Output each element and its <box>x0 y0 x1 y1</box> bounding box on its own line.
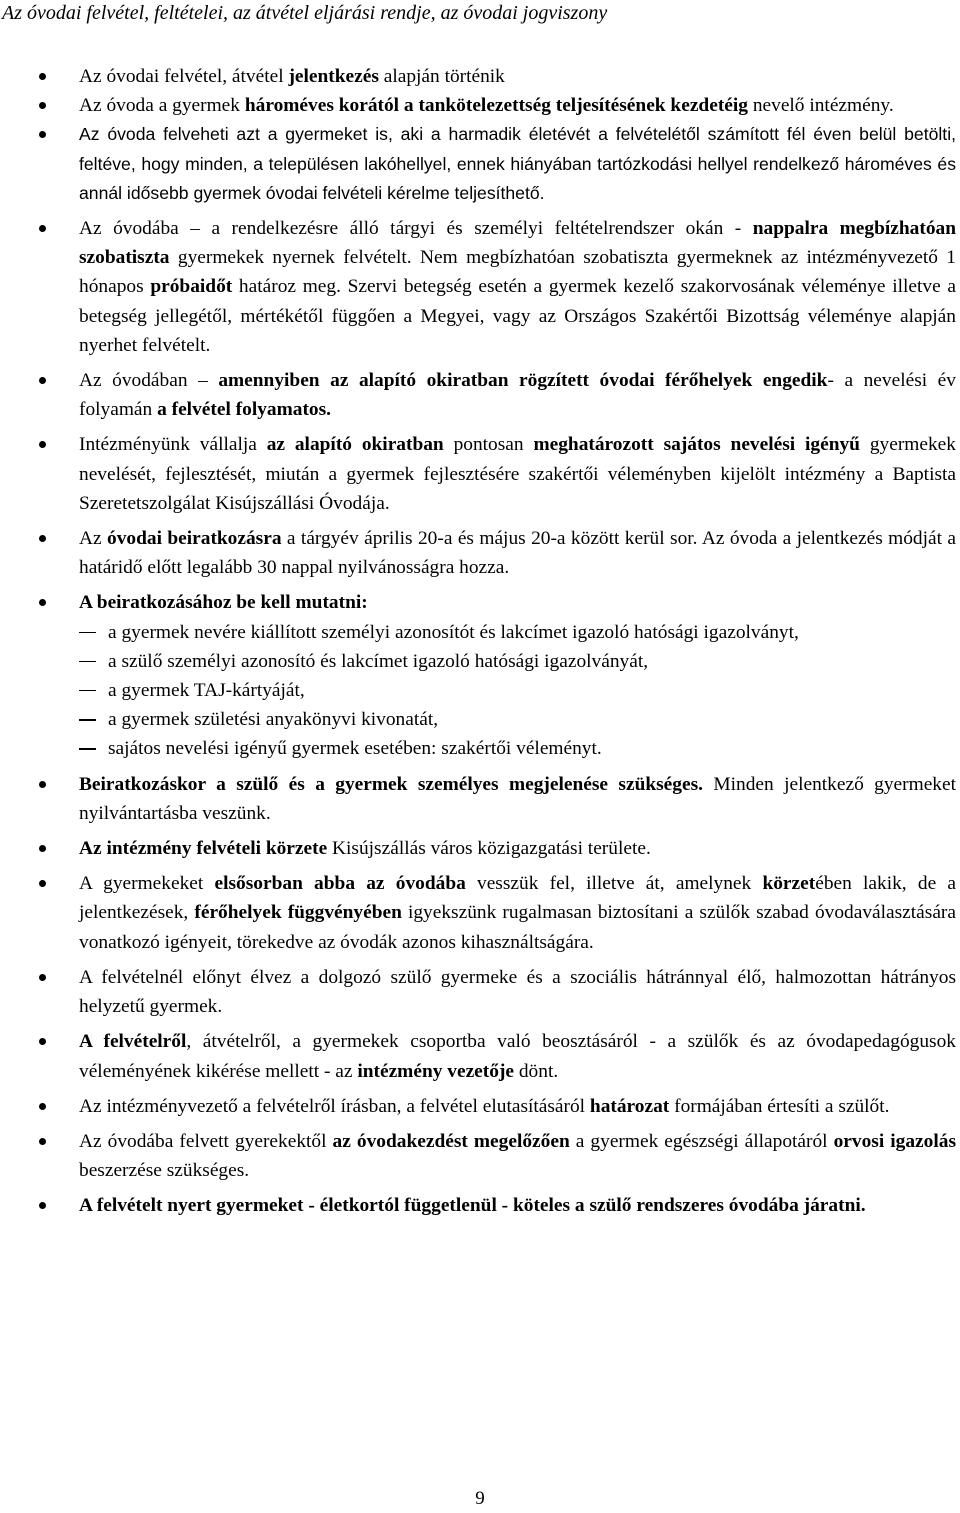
bold-text: elsősorban abba az óvodába <box>214 873 466 895</box>
bullet-icon <box>39 845 46 852</box>
bullet-icon <box>39 880 46 887</box>
text-run: igyekszünk rugalmasan biztosítani a szülők szabad óvodaválasztására vonatkozó igényeit, törekedve az óvodák azonos kihasználtságára. <box>79 902 956 953</box>
bold-text: amennyiben az alapító okiratban rögzített óvodai férőhelyek engedik <box>218 370 828 392</box>
list-item <box>0 430 960 518</box>
bullet-icon <box>39 225 46 232</box>
text-run: Az óvodában – <box>79 370 219 392</box>
list-item <box>0 869 960 957</box>
text-run: gyermekek nyernek felvételt. Nem megbízhatóan szobatiszta gyermeknek az intézményvezető 1 hónapos <box>79 247 956 298</box>
bullet-icon <box>39 441 46 448</box>
bold-text: A felvételt nyert gyermeket - életkortól függetlenül - köteles a szülő rendszeres óvodába járatni. <box>79 1195 866 1217</box>
text-run: határoz meg. Szervi betegség esetén a gyermek kezelő szakorvosának véleménye illetve a betegség jellegétől, mértékétől függően a Megyei, vagy az Országos Szakértői Bizottság véleménye alapján nyerhet felvételt. <box>79 276 956 356</box>
bold-text: az alapító okiratban <box>266 434 444 456</box>
text-run: A felvételnél előnyt élvez a dolgozó szülő gyermeke és a szociális hátránnyal élő, halmozottan hátrányos helyzetű gyermek. <box>79 966 956 1018</box>
bullet-icon <box>39 1202 46 1209</box>
text-run: a tárgyév április 20-a és május 20-a között kerül sor. Az óvoda a jelentkezés módját a határidő előtt legalább 30 nappal nyilvánosságra hozza. <box>79 528 956 579</box>
text-run: nevelő intézmény. <box>747 95 894 117</box>
text-run: gyermekek nevelését, fejlesztését, miután a gyermek fejlesztésére szakértői véleményben kijelölt intézmény a Baptista Szeretetszolgálat Kisújszállási Óvodája. <box>79 434 956 514</box>
dash-icon <box>79 661 96 662</box>
bold-text: A beiratkozásához be kell mutatni: <box>79 592 368 614</box>
sublist-text: sajátos nevelési igényű gyermek esetében: szakértői véleményt. <box>108 738 602 760</box>
bold-text: próbaidőt <box>150 276 233 298</box>
bold-text: Beiratkozáskor a szülő és a gyermek személyes megjelenése szükséges. <box>79 773 703 795</box>
bullet-icon <box>39 1138 46 1145</box>
bullet-icon <box>39 535 46 542</box>
list-item <box>0 834 960 863</box>
sublist-text: a gyermek születési anyakönyvi kivonatát, <box>108 709 439 731</box>
text-run: alapján történik <box>378 66 505 87</box>
bullet-icon <box>39 781 46 788</box>
bold-text: korától a tankötelezettség teljesítésének kezdetéig <box>333 95 748 117</box>
text-run: Az óvoda felveheti azt a gyermeket is, aki a harmadik életévét a felvételétől számított fél éven belül betölti, feltéve, hogy minden, a településen lakóhellyel, ennek hiányában tartózkodási hellyel rendelkező hároméves és annál idősebb gyermek óvodai felvételi kérelme teljesíthető. <box>79 124 956 203</box>
bullet-icon <box>39 1038 46 1045</box>
bullet-list <box>0 62 960 1221</box>
bold-text: hároméves <box>244 95 334 117</box>
sublist-text: a gyermek nevére kiállított személyi azonosítót és lakcímet igazoló hatósági igazolványt, <box>108 621 799 643</box>
sublist-item <box>0 676 960 705</box>
text-run: Az intézményvezető a felvételről írásban, a felvétel elutasításáról <box>79 1095 590 1117</box>
dash-icon <box>79 719 96 720</box>
dash-icon <box>79 690 96 691</box>
list-item <box>0 214 960 360</box>
list-item <box>0 770 960 828</box>
list-item <box>0 1027 960 1085</box>
text-run: Intézményünk vállalja <box>79 434 267 456</box>
text-run: pontosan <box>443 434 534 456</box>
text-run: formájában értesíti a szülőt. <box>669 1095 890 1117</box>
list-item <box>0 120 960 208</box>
bold-text: jelentkezés <box>288 66 379 87</box>
text-run: , átvételről, a gyermekek csoportba való beosztásáról - a szülők és az óvodapedagógusok véleményének kikérése mellett - az <box>79 1031 956 1082</box>
bold-text: óvodai beiratkozásra <box>107 528 282 550</box>
text-run: dönt. <box>514 1060 559 1082</box>
sublist-text: a gyermek TAJ-kártyáját, <box>108 680 305 702</box>
text-run: a gyermek egészségi állapotáról <box>569 1130 834 1152</box>
text-run: beszerzése szükséges. <box>79 1160 250 1182</box>
bold-text: A felvételről <box>79 1031 187 1053</box>
text-run: Az <box>79 528 108 550</box>
list-item <box>0 62 960 91</box>
bold-text: férőhelyek függvényében <box>194 902 402 924</box>
page-title: Az óvodai felvétel, feltételei, az átvétel eljárási rendje, az óvodai jogviszony <box>2 2 608 24</box>
dash-icon <box>79 632 96 633</box>
text-run: A gyermekeket <box>79 873 215 895</box>
list-item <box>0 524 960 582</box>
bold-text: határozat <box>589 1095 670 1117</box>
list-item <box>0 963 960 1021</box>
text-run: vesszük fel, illetve át, amelynek <box>465 873 763 895</box>
bold-text: orvosi igazolás <box>833 1130 956 1152</box>
text-run: Kisújszállás város közigazgatási területe. <box>327 838 651 860</box>
bold-text: meghatározott sajátos nevelési igényű <box>533 434 860 456</box>
bullet-icon <box>39 974 46 981</box>
text-run: Az óvodába felvett gyerekektől <box>79 1130 333 1152</box>
bullet-icon <box>39 131 46 138</box>
bold-text: körzet <box>762 873 816 895</box>
text-run: ében lakik, de a jelentkezések, <box>79 873 956 924</box>
bullet-icon <box>39 599 46 606</box>
bold-text: Az intézmény felvételi körzete <box>79 838 328 860</box>
bullet-icon <box>39 1103 46 1110</box>
text-run: Az óvodába – a rendelkezésre álló tárgyi és személyi feltételrendszer okán - <box>79 218 753 240</box>
text-run: Minden jelentkező gyermeket nyilvántartásba veszünk. <box>79 773 956 824</box>
bold-text: a felvétel folyamatos. <box>157 399 331 421</box>
list-item <box>0 1127 960 1185</box>
dash-icon <box>79 748 96 749</box>
bold-text: nappalra megbízhatóan szobatiszta <box>79 218 957 269</box>
list-item <box>0 366 960 424</box>
sublist-item <box>0 647 960 676</box>
text-run: Az óvoda a gyermek <box>79 95 245 117</box>
bold-text: intézmény vezetője <box>357 1060 515 1082</box>
text-run: Az óvodai felvétel, átvétel <box>79 66 289 87</box>
bullet-icon <box>39 102 46 109</box>
list-item <box>0 1092 960 1121</box>
sublist-item <box>0 705 960 734</box>
sublist-item <box>0 734 960 763</box>
list-item <box>0 588 960 617</box>
list-item <box>0 91 960 120</box>
sublist-item <box>0 618 960 647</box>
bold-text: az óvodakezdést megelőzően <box>332 1130 570 1152</box>
bullet-icon <box>39 377 46 384</box>
text-run: - a nevelési év folyamán <box>79 370 956 421</box>
sublist-text: a szülő személyi azonosító és lakcímet igazoló hatósági igazolványát, <box>108 650 649 672</box>
bullet-icon <box>39 73 46 80</box>
list-item <box>0 1191 960 1220</box>
page-number: 9 <box>475 1488 485 1509</box>
